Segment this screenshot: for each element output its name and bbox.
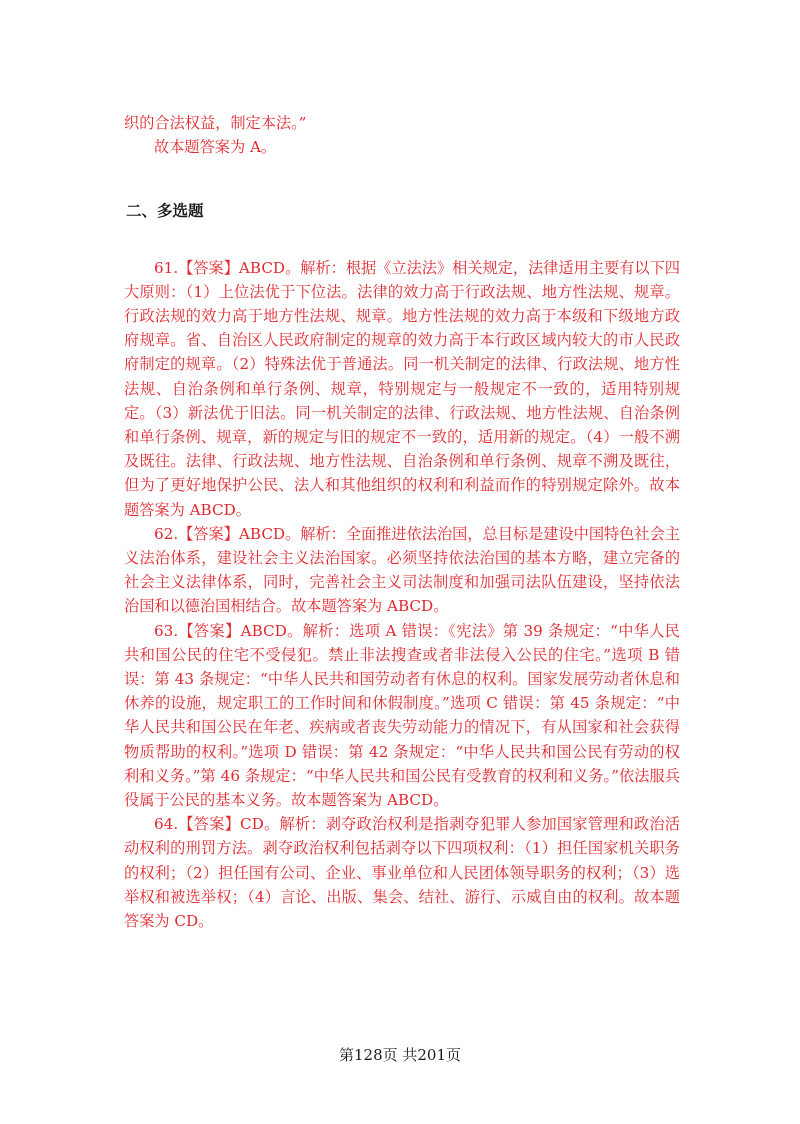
- answer-61: 61.【答案】ABCD。解析：根据《立法法》相关规定，法律适用主要有以下四大原则：（1）上位法优于下位法。法律的效力高于行政法规、地方性法规、规章。行政法规的效力高于地方性法规、规章。地方性法规的效力高于本级和下级地方政府规章。省、自治区人民政府制定的规章的效力高于本行政区域内较大的市人民政府制定的规章。（2）特殊法优于普通法。同一机关制定的法律、行政法规、地方性法规、自治条例和单行条例、规章，特别规定与一般规定不一致的，适用特别规定。（3）新法优于旧法。同一机关制定的法律、行政法规、地方性法规、自治条例和单行条例、规章，新的规定与旧的规定不一致的，适用新的规定。（4）一般不溯及既往。法律、行政法规、地方性法规、自治条例和单行条例、规章不溯及既往，但为了更好地保护公民、法人和其他组织的权利和利益而作的特别规定除外。故本题答案为 ABCD。: [124, 258, 680, 519]
- section-title: 二、多选题: [126, 202, 204, 221]
- answer-63: 63.【答案】ABCD。解析：选项 A 错误：《宪法》第 39 条规定：“中华人民共和国公民的住宅不受侵犯。禁止非法搜查或者非法侵入公民的住宅。”选项 B 错误：第 43 条规定：“中华人民共和国劳动者有休息的权利。国家发展劳动者休息和休养的设施，规定职工的工作时间和休假制度。”选项 C 错误：第 45 条规定：“中华人民共和国公民在年老、疾病或者丧失劳动能力的情况下，有从国家和社会获得物质帮助的权利。”选项 D 错误：第 42 条规定：“中华人民共和国公民有劳动的权利和义务。”第 46 条规定：“中华人民共和国公民有受教育的权利和义务。”依法服兵役属于公民的基本义务。故本题答案为 ABCD。: [124, 621, 680, 810]
- document-body: [124, 111, 680, 933]
- answer-62: 62.【答案】ABCD。解析：全面推进依法治国，总目标是建设中国特色社会主义法治体系，建设社会主义法治国家。必须坚持依法治国的基本方略，建立完备的社会主义法律体系，同时，完善社会主义司法制度和加强司法队伍建设，坚持依法治国和以德治国相结合。故本题答案为 ABCD。: [124, 524, 680, 616]
- answer-64: 64.【答案】CD。解析：剥夺政治权利是指剥夺犯罪人参加国家管理和政治活动权利的刑罚方法。剥夺政治权利包括剥夺以下四项权利：（1）担任国家机关职务的权利；（2）担任国有公司、企业、事业单位和人民团体领导职务的权利；（3）选举权和被选举权；（4）言论、出版、集会、结社、游行、示威自由的权利。故本题答案为 CD。: [124, 815, 680, 931]
- intro-line-2: 故本题答案为 A。: [154, 138, 277, 157]
- intro-line-1: 织的合法权益，制定本法。”: [124, 114, 307, 132]
- page-footer: 第128页 共201页: [338, 1046, 462, 1064]
